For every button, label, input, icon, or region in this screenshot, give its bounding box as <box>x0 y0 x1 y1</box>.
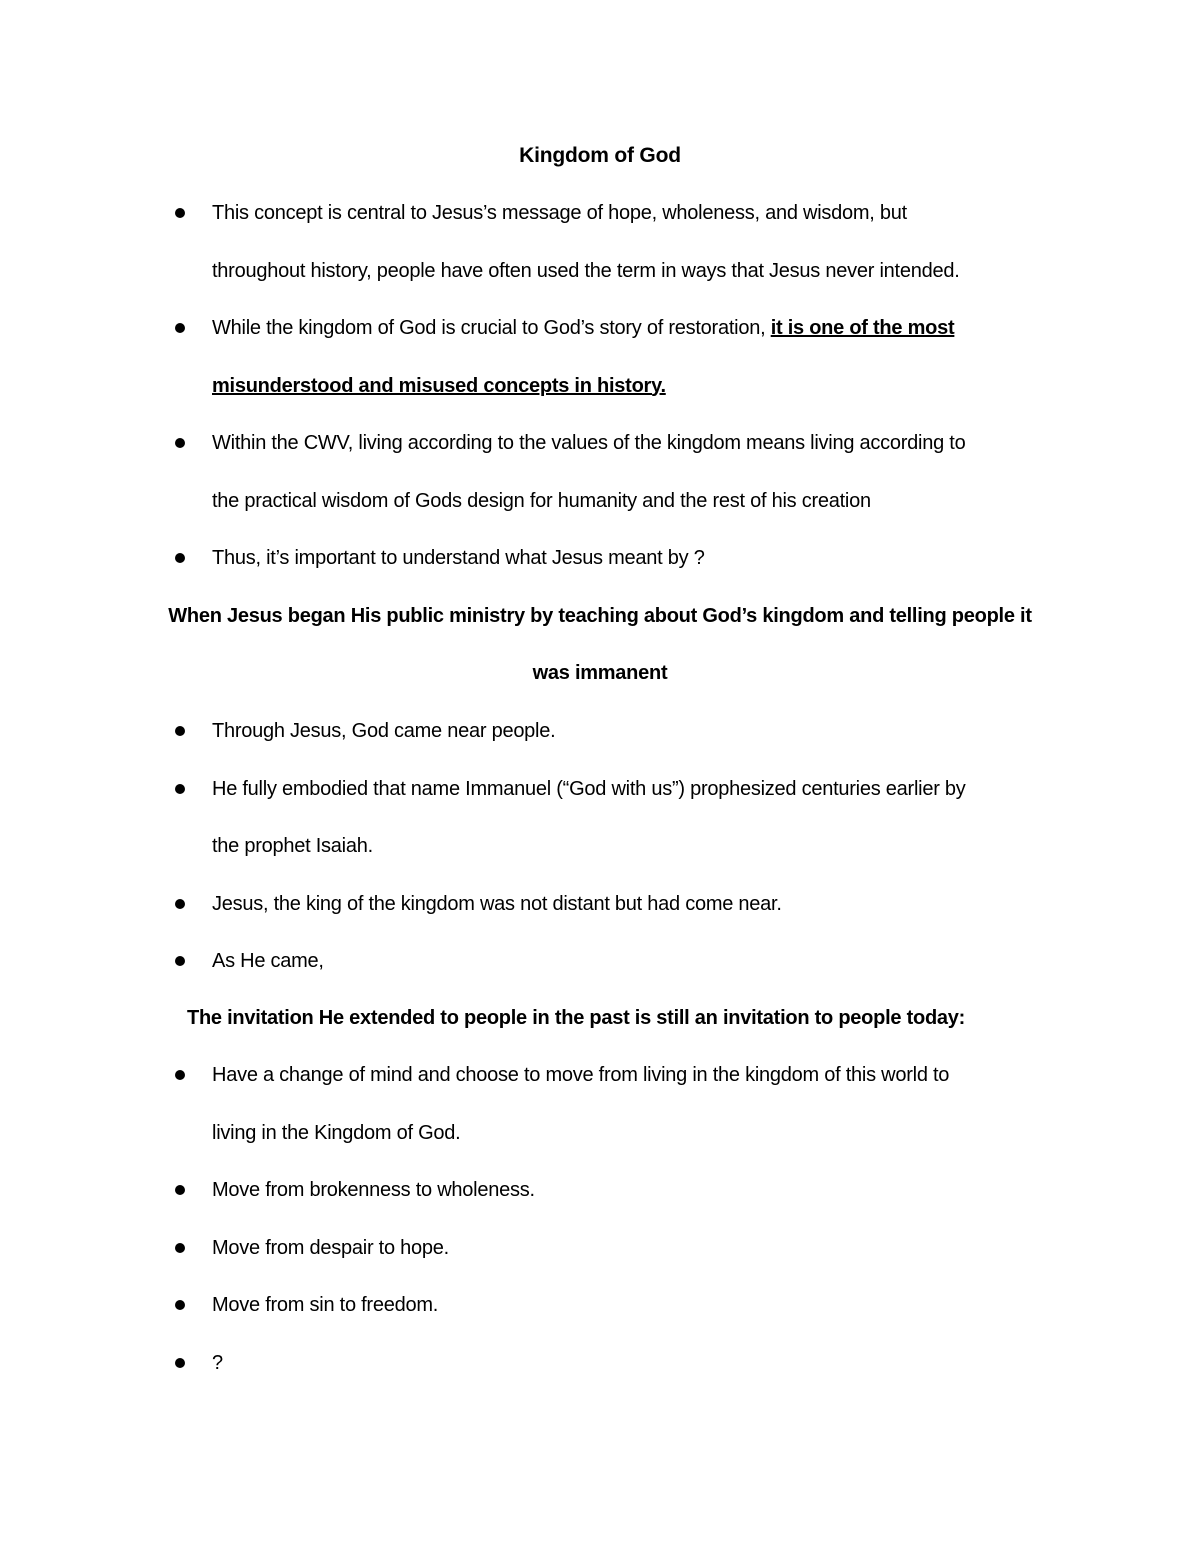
list-item <box>0 1277 1200 1335</box>
emphasized-text: misunderstood and misused concepts in history. <box>212 374 666 397</box>
list-item <box>0 1047 1200 1162</box>
bullet-icon <box>175 1185 185 1195</box>
list-item-text-line1: Move from sin to freedom. <box>212 1294 439 1316</box>
list-item-text-line2: the prophet Isaiah. <box>212 835 373 857</box>
bullet-icon <box>175 899 185 909</box>
list-item-text-line2: living in the Kingdom of God. <box>212 1121 461 1144</box>
list-item <box>0 933 1200 991</box>
emphasized-text: it is one of the most <box>770 317 955 339</box>
list-item <box>0 530 1200 588</box>
list-item-text-line1: Within the CWV, living according to the values of the kingdom means living according to <box>212 432 966 454</box>
bullet-icon <box>175 208 185 218</box>
bullet-icon <box>175 726 185 736</box>
section-heading-line1: When Jesus began His public ministry by teaching about God’s kingdom and telling people it <box>168 605 1032 627</box>
list-item-text-line1 <box>212 300 1140 358</box>
list-item <box>0 1162 1200 1220</box>
document-title: Kingdom of God <box>519 144 681 167</box>
list-item <box>0 761 1200 876</box>
list-item-text-line1: As He came, <box>212 950 324 972</box>
list-item-text-line2 <box>212 358 1140 416</box>
list-item-text-line1: Have a change of mind and choose to move from living in the kingdom of this world to <box>212 1064 950 1086</box>
list-item <box>0 1220 1200 1278</box>
list-item-text-line1: This concept is central to Jesus’s message of hope, wholeness, and wisdom, but <box>212 202 907 224</box>
list-item <box>0 185 1200 300</box>
list-item-text-line2: the practical wisdom of Gods design for humanity and the rest of his creation <box>212 489 871 512</box>
section2-bullet-list <box>0 703 1200 991</box>
section1-bullet-list <box>0 185 1200 588</box>
bullet-icon <box>175 1243 185 1253</box>
list-item-text-line1: Through Jesus, God came near people. <box>212 720 556 742</box>
list-item-text-line2: throughout history, people have often used the term in ways that Jesus never intended. <box>212 259 960 282</box>
list-item <box>0 1335 1200 1393</box>
list-item <box>0 876 1200 934</box>
bullet-icon <box>175 438 185 448</box>
bullet-icon <box>175 553 185 563</box>
list-item-text-line1: Jesus, the king of the kingdom was not distant but had come near. <box>212 892 782 915</box>
list-item <box>0 415 1200 530</box>
list-item-text-line1: ? <box>212 1351 223 1374</box>
list-item-text-line1: Move from brokenness to wholeness. <box>212 1179 535 1201</box>
list-item-text-line1: Move from despair to hope. <box>212 1236 449 1259</box>
list-item <box>0 300 1200 415</box>
invitation-heading: The invitation He extended to people in the past is still an invitation to people today: <box>187 1007 966 1029</box>
list-item-text-line1: Thus, it’s important to understand what Jesus meant by ? <box>212 547 705 569</box>
list-item-plain-text: While the kingdom of God is crucial to God’s story of restoration, <box>212 317 771 339</box>
bullet-icon <box>175 956 185 966</box>
bullet-icon <box>175 1358 185 1368</box>
bullet-icon <box>175 323 185 333</box>
bullet-icon <box>175 1300 185 1310</box>
bullet-icon <box>175 1070 185 1080</box>
list-item <box>0 703 1200 761</box>
section3-bullet-list <box>0 1047 1200 1392</box>
list-item-text-line1: He fully embodied that name Immanuel (“God with us”) prophesized centuries earlier by <box>212 777 966 800</box>
bullet-icon <box>175 784 185 794</box>
section-heading-line2: was immanent <box>532 662 668 684</box>
